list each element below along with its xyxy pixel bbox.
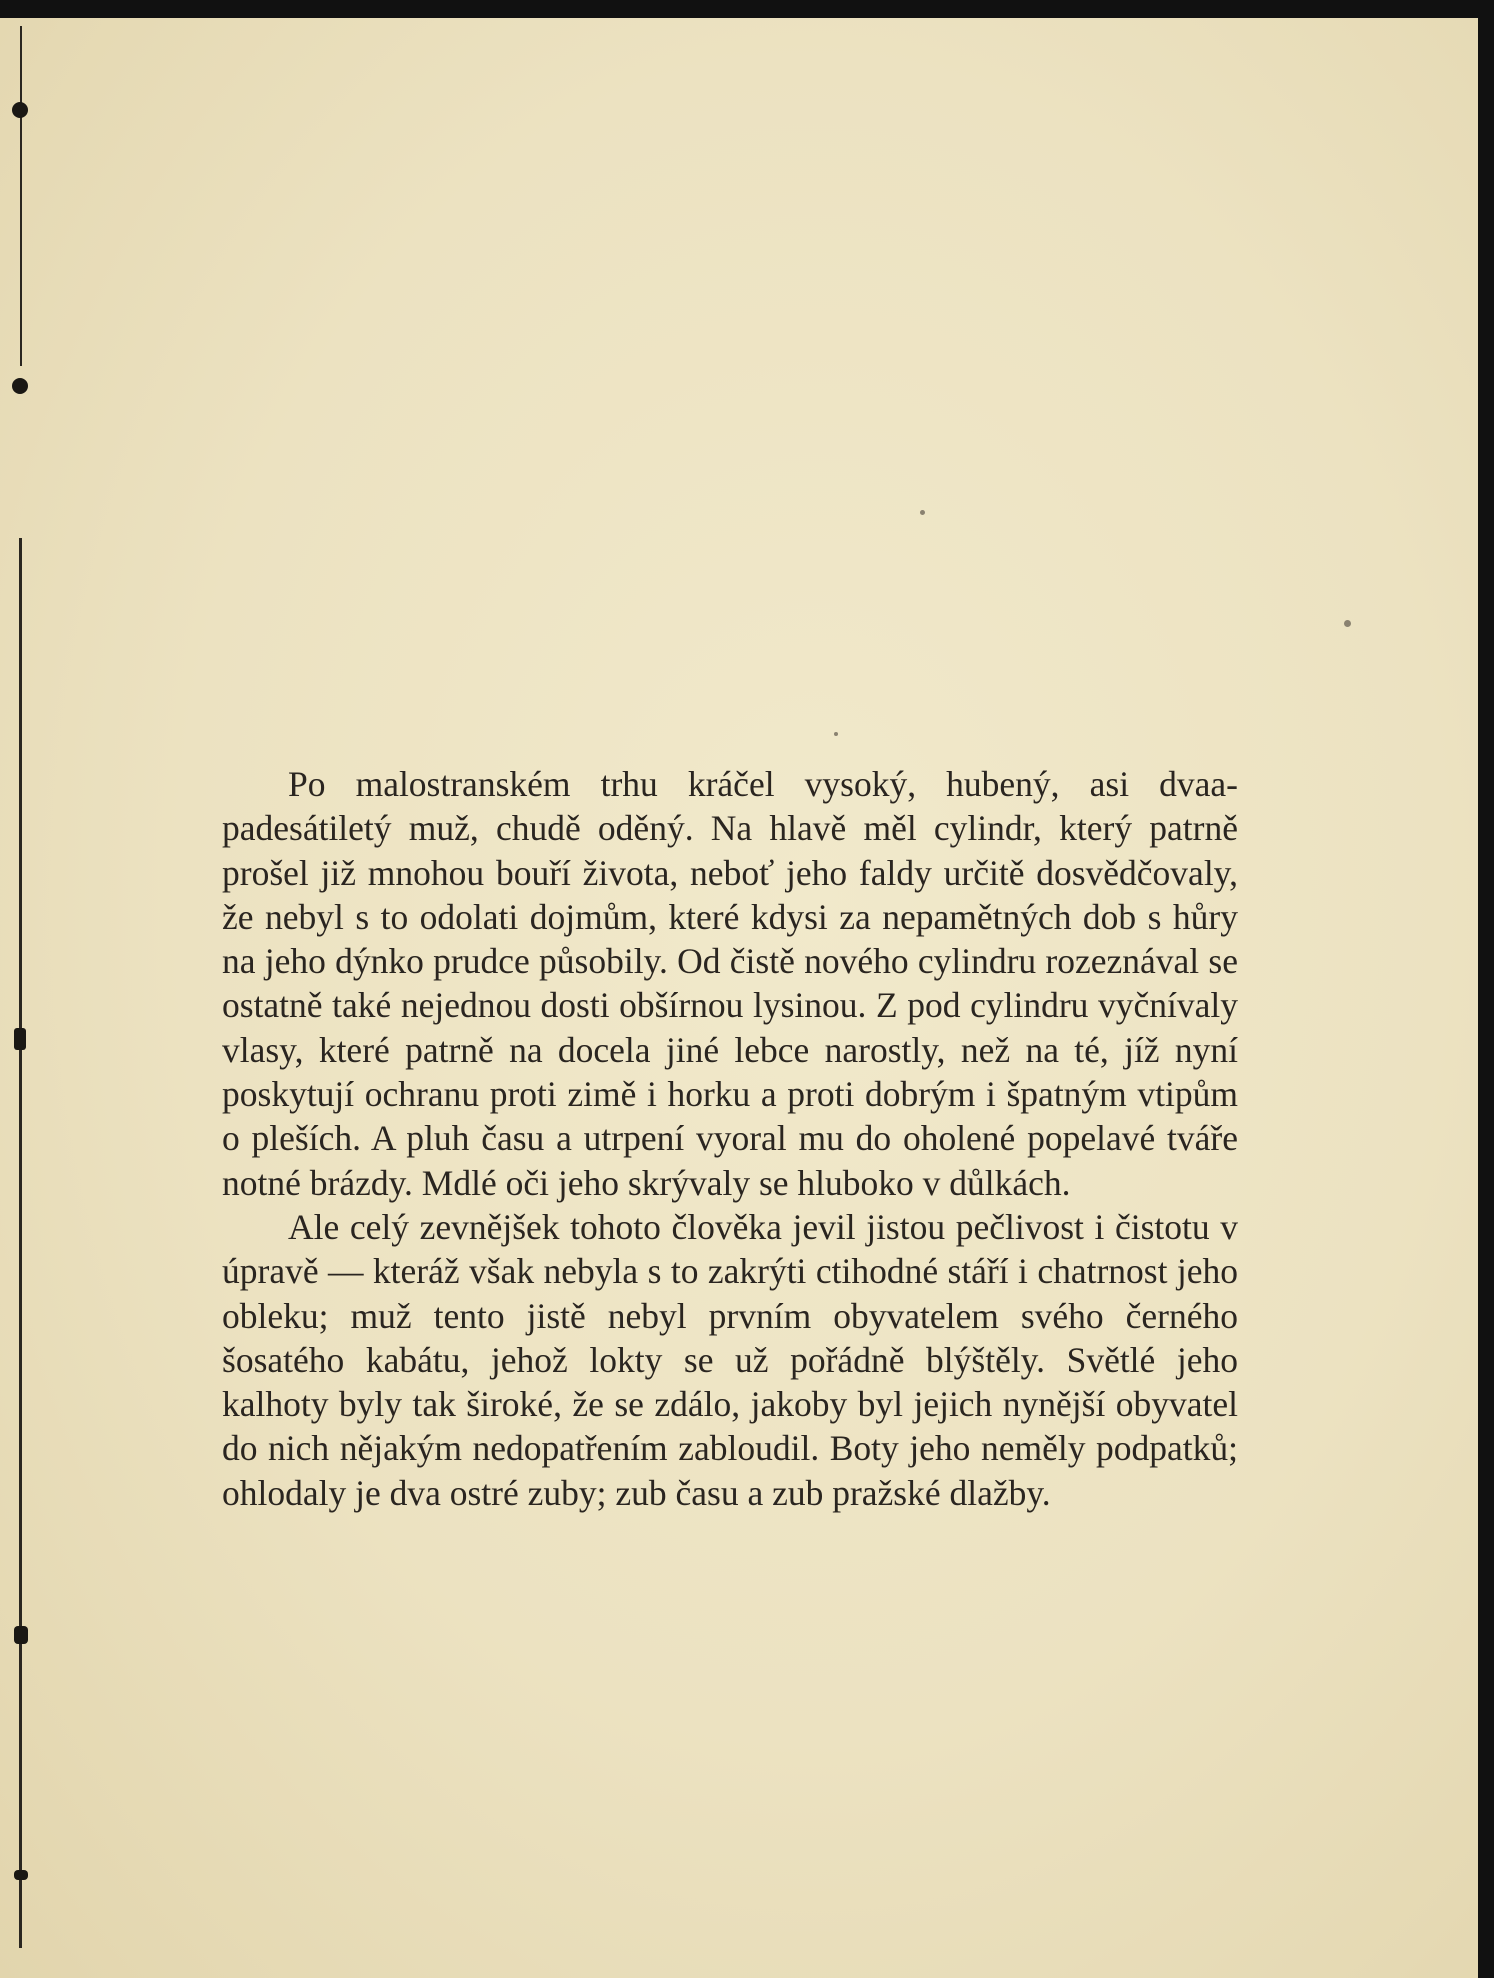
binding-stitch: [12, 378, 28, 394]
paper-speck: [834, 732, 838, 736]
binding-thread: [20, 26, 22, 366]
binding-edge: [0, 18, 40, 1978]
scan-right-border: [1478, 0, 1494, 1978]
binding-thread: [19, 538, 22, 1948]
binding-stitch: [14, 1870, 28, 1880]
binding-stitch: [14, 1028, 26, 1050]
scan-top-border: [0, 0, 1494, 18]
binding-stitch: [12, 102, 28, 118]
book-page: [0, 18, 1478, 1978]
paragraph-1: Po malostranském trhu kráčel vysoký, hubený, asi dvaapadesátiletý muž, chudě oděný. Na hlavě měl cylindr, který patrně prošel již mnohou bouří života, neboť jeho faldy určitě dosvědčovaly, že nebyl s to odolati dojmům, které kdysi za nepamětných dob s hůry na jeho dýnko prudce působily. Od čistě nového cylindru rozeznával se ostatně také nejednou dosti obšírnou lysinou. Z pod cylindru vyčnívaly vlasy, které patrně na docela jiné lebce narostly, než na té, jíž nyní poskytují ochranu proti zimě i horku a proti dobrým i špatným vtipům o pleších. A pluh času a utrpení vyoral mu do oholené popelavé tváře notné brázdy. Mdlé oči jeho skrývaly se hluboko v důlkách.: [222, 764, 1238, 1203]
binding-stitch: [14, 1626, 28, 1644]
paper-speck: [920, 510, 925, 515]
paragraph-2: Ale celý zevnějšek tohoto člověka jevil jistou pečlivost i čistotu v úpravě — kteráž však nebyla s to zakrýti ctihodné stáří i chatrnost jeho obleku; muž tento jistě nebyl prvním obyvatelem svého černého šosatého kabátu, jehož lokty se už pořádně blýštěly. Světlé jeho kalhoty byly tak široké, že se zdálo, jakoby byl jejich nynější obyvatel do nich nějakým nedopatřením zabloudil. Boty jeho neměly podpatků; ohlodaly je dva ostré zuby; zub času a zub pražské dlažby.: [222, 1206, 1238, 1513]
page-body-text: [222, 762, 1238, 1515]
paper-speck: [1344, 620, 1351, 627]
